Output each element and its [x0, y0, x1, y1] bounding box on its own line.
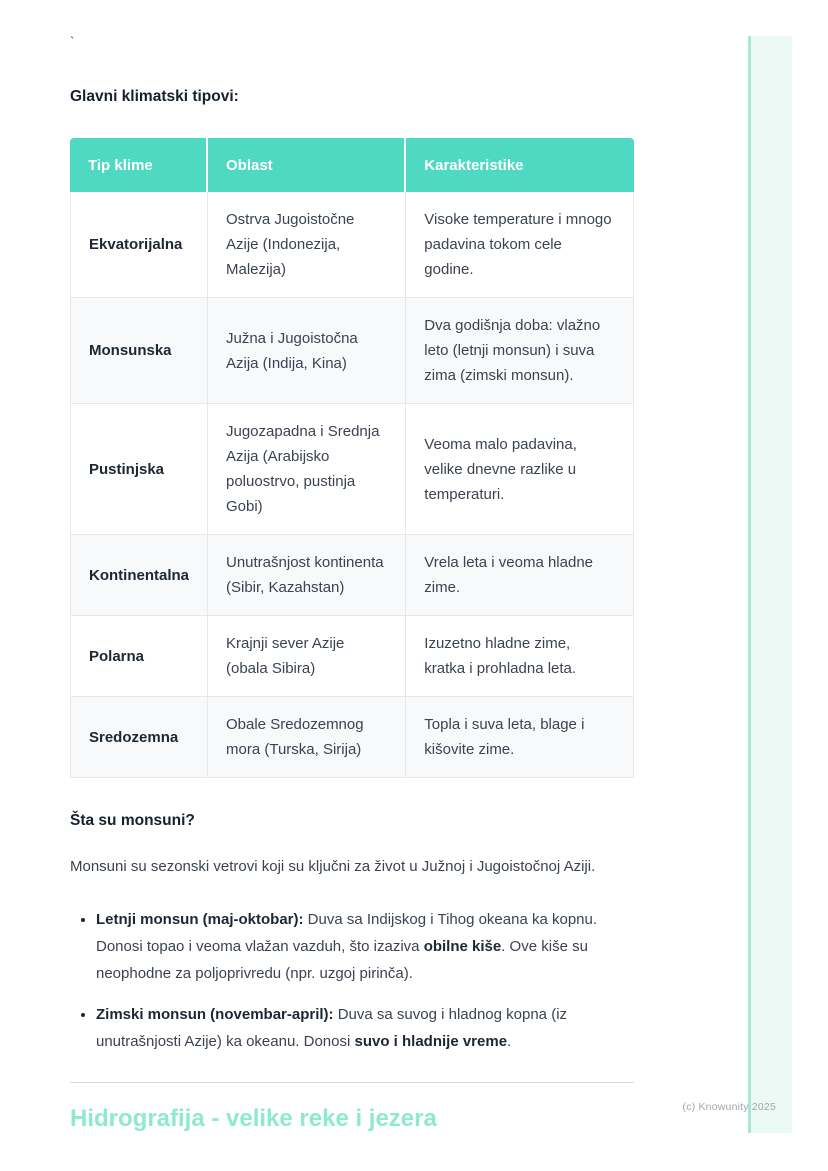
cell-characteristics: Veoma malo padavina, velike dnevne razlike u temperaturi.	[406, 404, 634, 535]
cell-characteristics: Izuzetno hladne zime, kratka i prohladna leta.	[406, 616, 634, 697]
cell-characteristics: Dva godišnja doba: vlažno leto (letnji monsun) i suva zima (zimski monsun).	[406, 298, 634, 404]
cell-climate-type: Kontinentalna	[70, 535, 208, 616]
section-divider	[70, 1082, 634, 1083]
cell-region: Unutrašnjost kontinenta (Sibir, Kazahstan)	[208, 535, 406, 616]
document-body	[70, 0, 634, 1133]
cell-characteristics: Visoke temperature i mnogo padavina tokom cele godine.	[406, 192, 634, 298]
cell-region: Jugozapadna i Srednja Azija (Arabijsko poluostrvo, pustinja Gobi)	[208, 404, 406, 535]
column-header-tip-klime: Tip klime	[70, 138, 208, 192]
table-row	[70, 616, 634, 697]
monsoon-bullet-list	[70, 906, 634, 1055]
column-header-karakteristike: Karakteristike	[406, 138, 634, 192]
column-header-oblast: Oblast	[208, 138, 406, 192]
table-header-row	[70, 138, 634, 192]
list-item	[96, 1001, 634, 1055]
page-accent-bar	[748, 36, 792, 1133]
cell-characteristics: Vrela leta i veoma hladne zime.	[406, 535, 634, 616]
bullet-inline-bold: suvo i hladnije vreme	[354, 1033, 508, 1050]
table-row	[70, 404, 634, 535]
cell-climate-type: Ekvatorijalna	[70, 192, 208, 298]
stray-backtick-char: `	[70, 34, 75, 49]
bullet-text: Duva sa suvog i hladnog kopna (iz unutrašnjosti Azije) ka okeanu. Donosi	[96, 1006, 568, 1050]
monsoon-intro-paragraph: Monsuni su sezonski vetrovi koji su ključni za život u Južnoj i Jugoistočnoj Aziji.	[70, 858, 596, 875]
hydrography-heading: Hidrografija - velike reke i jezera	[70, 1105, 437, 1132]
cell-region: Južna i Jugoistočna Azija (Indija, Kina)	[208, 298, 406, 404]
copyright-note: (c) Knowunity 2025	[682, 1101, 776, 1113]
climate-types-table	[70, 138, 634, 778]
list-item	[96, 906, 634, 987]
cell-climate-type: Monsunska	[70, 298, 208, 404]
table-row	[70, 535, 634, 616]
cell-climate-type: Pustinjska	[70, 404, 208, 535]
bullet-text: . Ove kiše su neophodne za poljoprivredu (npr. uzgoj pirinča).	[96, 938, 588, 982]
table-row	[70, 192, 634, 298]
cell-region: Obale Sredozemnog mora (Turska, Sirija)	[208, 697, 406, 778]
bullet-text: .	[507, 1033, 512, 1050]
cell-climate-type: Sredozemna	[70, 697, 208, 778]
bullet-text: Duva sa Indijskog i Tihog okeana ka kopnu. Donosi topao i veoma vlažan vazduh, što izaziva	[96, 911, 598, 955]
cell-region: Ostrva Jugoistočne Azije (Indonezija, Malezija)	[208, 192, 406, 298]
bullet-lead-bold: Letnji monsun (maj-oktobar):	[96, 911, 304, 928]
cell-climate-type: Polarna	[70, 616, 208, 697]
table-row	[70, 697, 634, 778]
cell-characteristics: Topla i suva leta, blage i kišovite zime.	[406, 697, 634, 778]
bullet-inline-bold: obilne kiše	[423, 938, 502, 955]
table-row	[70, 298, 634, 404]
cell-region: Krajnji sever Azije (obala Sibira)	[208, 616, 406, 697]
monsoon-heading: Šta su monsuni?	[70, 812, 195, 829]
bullet-lead-bold: Zimski monsun (novembar-april):	[96, 1006, 334, 1023]
climate-types-heading: Glavni klimatski tipovi:	[70, 88, 239, 105]
